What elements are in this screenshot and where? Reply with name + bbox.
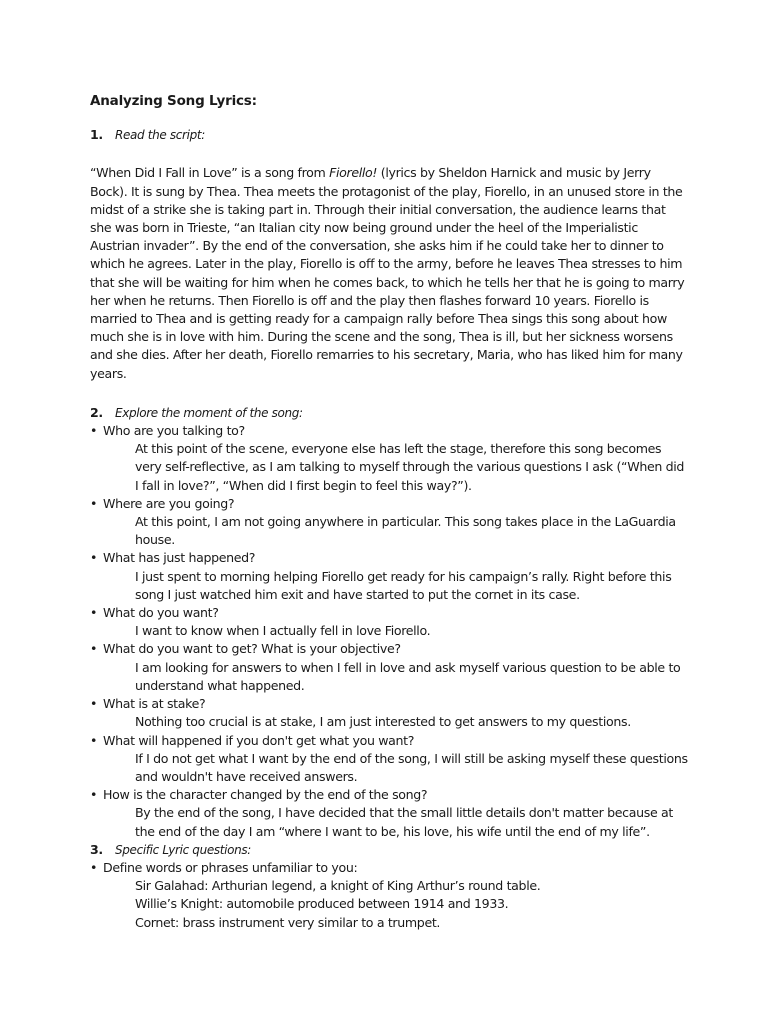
definition-text: Willie’s Knight: automobile produced between 1914 and 1933. <box>135 896 509 912</box>
moment-question-list <box>90 422 690 841</box>
list-item <box>90 549 690 604</box>
answer-text: At this point of the scene, everyone else has left the stage, therefore this song becomes very self-reflective, as I am talking to myself through the various questions I ask (“When did I fall in love?”, “When did I first begin to feel this way?”). <box>135 441 685 493</box>
list-item <box>90 604 690 640</box>
section-1-label: Read the script: <box>115 128 205 143</box>
question-text: • What is at stake? <box>90 695 690 713</box>
question-text: • What do you want? <box>90 604 690 622</box>
section-3-number: 3. <box>90 841 103 857</box>
paragraph-part-2: (lyrics by Sheldon Harnick and music by Jerry Bock). It is sung by Thea. Thea meets the protagonist of the play, Fiorello, in an unused store in the midst of a strike she is taking part in. Through their initial conversation, the audience learns that she was born in Trieste, “an Italian city now being ground under the heel of the Imperialistic Austrian invader”. By the end of the conversation, she asks him if he could take her to dinner to which he agrees. Later in the play, Fiorello is off to the army, before he leaves Thea stresses to him that she will be waiting for him when he comes back, to which he tells her that he is going to marry her when he returns. Then Fiorello is off and the play then flashes forward 10 years. Fiorello is married to Thea and is getting ready for a campaign rally before Thea sings this song about how much she is in love with him. During the scene and the song, Thea is ill, but her sickness worsens and she dies. After her death, Fiorello remarries to his secretary, Maria, who has liked him for many years. <box>90 165 685 381</box>
script-summary-paragraph <box>90 164 690 382</box>
document-page <box>90 92 690 932</box>
section-2-number: 2. <box>90 404 103 420</box>
definition-text: Cornet: brass instrument very similar to a trumpet. <box>135 914 441 930</box>
answer-text: If I do not get what I want by the end of the song, I will still be asking myself these questions and wouldn't have received answers. <box>135 750 688 784</box>
list-item <box>90 640 690 695</box>
list-item <box>90 732 690 787</box>
question-text: • How is the character changed by the end of the song? <box>90 786 690 804</box>
question-text: • Who are you talking to? <box>90 422 690 440</box>
answer-text: I am looking for answers to when I fell in love and ask myself various question to be able to understand what happened. <box>135 659 681 693</box>
section-2-heading <box>90 404 690 422</box>
paragraph-part-1: “When Did I Fall in Love” is a song from <box>90 165 330 181</box>
answer-text: I want to know when I actually fell in love Fiorello. <box>135 623 431 639</box>
list-item <box>90 859 690 932</box>
section-3-label: Specific Lyric questions: <box>115 842 251 857</box>
answer-text: Nothing too crucial is at stake, I am just interested to get answers to my questions. <box>135 714 631 730</box>
show-title: Fiorello! <box>329 165 378 181</box>
question-text: • Where are you going? <box>90 495 690 513</box>
section-2-label: Explore the moment of the song: <box>115 405 303 420</box>
list-item <box>90 695 690 731</box>
question-text: • Define words or phrases unfamiliar to you: <box>90 859 690 877</box>
section-3-heading <box>90 841 690 859</box>
answer-text: By the end of the song, I have decided that the small little details don't matter because at the end of the day I am “where I want to be, his love, his wife until the end of my life”. <box>135 805 673 839</box>
list-item <box>90 786 690 841</box>
answer-text: I just spent to morning helping Fiorello get ready for his campaign’s rally. Right before this song I just watched him exit and have started to put the cornet in its case. <box>135 568 672 602</box>
list-item <box>90 495 690 550</box>
list-item <box>90 422 690 495</box>
definition-text: Sir Galahad: Arthurian legend, a knight of King Arthur’s round table. <box>135 878 541 894</box>
question-text: • What will happened if you don't get what you want? <box>90 732 690 750</box>
question-text: • What do you want to get? What is your objective? <box>90 640 690 658</box>
answer-text: At this point, I am not going anywhere in particular. This song takes place in the LaGuardia house. <box>135 514 676 548</box>
question-text: • What has just happened? <box>90 549 690 567</box>
page-title: Analyzing Song Lyrics: <box>90 93 257 109</box>
section-1-heading <box>90 126 690 144</box>
section-1-number: 1. <box>90 127 103 143</box>
